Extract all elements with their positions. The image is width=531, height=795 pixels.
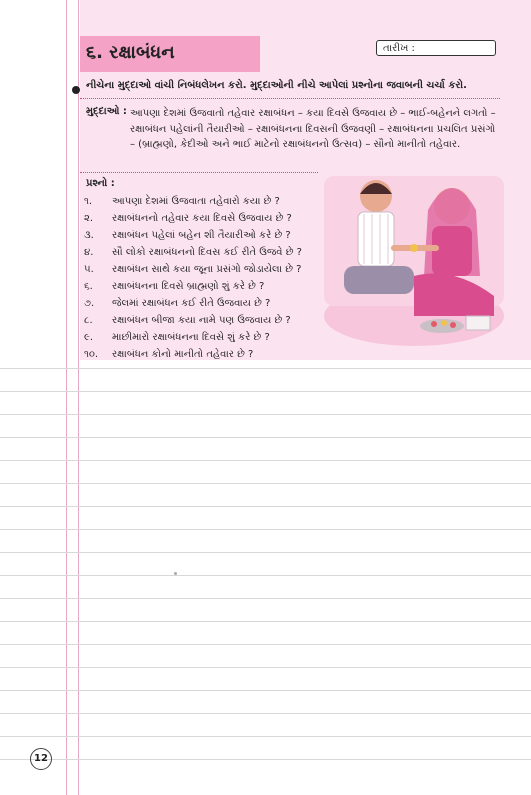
questions-label: પ્રશ્નો : — [86, 178, 115, 189]
question-number: ૮. — [84, 315, 93, 326]
ruled-line — [0, 759, 531, 760]
page-number: 12 — [30, 748, 52, 770]
question-number: ૩. — [84, 230, 94, 241]
ruled-line — [0, 460, 531, 461]
margin-line-right — [78, 0, 79, 795]
question-number: ૬. — [84, 281, 93, 292]
question-text: રક્ષાબંધન સાથે કયા જૂના પ્રસંગો જોડાયેલા છે ? — [112, 264, 302, 275]
ruled-line — [0, 598, 531, 599]
question-number: ૭. — [84, 298, 95, 309]
question-number: ૨. — [84, 213, 94, 224]
points-label: મુદ્દાઓ : — [86, 106, 127, 117]
ruled-line — [0, 736, 531, 737]
ruled-line — [0, 621, 531, 622]
page-title: ૬. રક્ષાબંધન — [86, 42, 175, 63]
question-text: સૌ લોકો રક્ષાબંધનનો દિવસ કઈ રીતે ઉજવે છે ? — [112, 247, 302, 258]
question-number: ૧૦. — [84, 349, 99, 360]
ruled-line — [0, 644, 531, 645]
question-text: રક્ષાબંધનના દિવસે બ્રાહ્મણો શું કરે છે ? — [112, 281, 265, 292]
question-text: રક્ષાબંધનનો તહેવાર કયા દિવસે ઉજવાય છે ? — [112, 213, 292, 224]
ruled-line — [0, 391, 531, 392]
ruled-line — [0, 506, 531, 507]
divider — [80, 98, 500, 99]
points-text: આપણા દેશમાં ઉજવાતો તહેવાર રક્ષાબંધન – કયા દિવસે ઉજવાય છે – ભાઈ-બહેનને લગતો – રક્ષાબંધન પહેલાંની તૈયારીઓ – રક્ષાબંધનના દિવસની ઉજવણી – રક્ષાબંધનના પ્રચલિત પ્રસંગો – (બ્રાહ્મણો, કેદીઓ અને ભાઈ માટેનો રક્ષાબંધનનો ઉત્સવ) – સૌનો માનીતો તહેવાર. — [130, 108, 496, 150]
ruled-line — [0, 690, 531, 691]
question-number: ૧. — [84, 196, 93, 207]
stray-mark — [174, 572, 177, 575]
question-text: રક્ષાબંધન કોનો માનીતો તહેવાર છે ? — [112, 349, 254, 360]
ruled-line — [0, 713, 531, 714]
question-number: ૪. — [84, 247, 94, 258]
ruled-line — [0, 667, 531, 668]
question-text: માછીમારો રક્ષાબંધનના દિવસે શું કરે છે ? — [112, 332, 270, 343]
divider — [80, 172, 318, 173]
bullet-icon — [72, 86, 80, 94]
ruled-line — [0, 552, 531, 553]
ruled-line — [0, 437, 531, 438]
rakhi-illustration — [324, 166, 504, 356]
ruled-line — [0, 414, 531, 415]
margin-line-left — [66, 0, 67, 795]
ruled-line — [0, 483, 531, 484]
question-text: રક્ષાબંધન બીજા કયા નામે પણ ઉજવાય છે ? — [112, 315, 291, 326]
ruled-line — [0, 368, 531, 369]
question-number: ૫. — [84, 264, 94, 275]
ruled-line — [0, 575, 531, 576]
question-text: આપણા દેશમાં ઉજવાતા તહેવારો કયા છે ? — [112, 196, 280, 207]
ruled-line — [0, 529, 531, 530]
instruction-text: નીચેના મુદ્દાઓ વાંચી નિબંધલેખન કરો. મુદ્દાઓની નીચે આપેલાં પ્રશ્નોના જવાબની ચર્ચા કરો. — [86, 80, 467, 91]
question-text: રક્ષાબંધન પહેલાં બહેન શી તૈયારીઓ કરે છે ? — [112, 230, 291, 241]
question-text: જેલમાં રક્ષાબંધન કઈ રીતે ઉજવાય છે ? — [112, 298, 271, 309]
question-number: ૯. — [84, 332, 94, 343]
date-field[interactable]: તારીખ : — [376, 40, 496, 56]
